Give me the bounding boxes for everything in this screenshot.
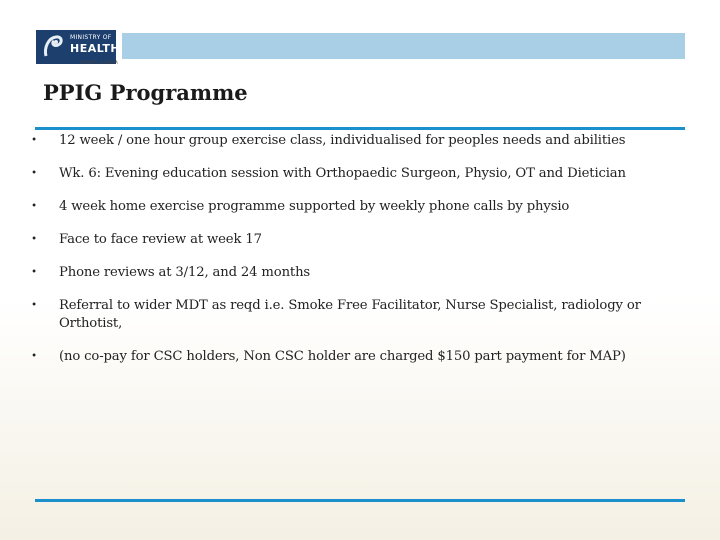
header-bar: [122, 33, 685, 59]
bullet-text: Phone reviews at 3/12, and 24 months: [59, 265, 311, 280]
bullet-item: [28, 231, 688, 249]
bullet-item: [28, 198, 688, 216]
bullet-icon: •: [31, 351, 37, 362]
ministry-of-health-logo: [36, 30, 121, 65]
bullet-item: [28, 264, 688, 282]
bullet-text: Referral to wider MDT as reqd i.e. Smoke Free Facilitator, Nurse Specialist, radiology or Orthotist,: [59, 298, 641, 331]
slide-title: PPIG Programme: [43, 80, 248, 105]
bullet-list: [28, 132, 688, 381]
bullet-item: [28, 165, 688, 183]
top-divider: [35, 127, 685, 130]
bullet-icon: •: [31, 234, 37, 245]
bullet-icon: •: [31, 201, 37, 212]
bullet-item: [28, 132, 688, 150]
bullet-icon: •: [31, 135, 37, 146]
bullet-item: [28, 297, 688, 333]
bullet-text: Face to face review at week 17: [59, 232, 262, 247]
bullet-text: (no co-pay for CSC holders, Non CSC holder are charged $150 part payment for MAP): [59, 349, 626, 364]
bottom-divider: [35, 499, 685, 502]
logo-text-ministry-of: MINISTRY OF: [70, 34, 112, 41]
bullet-text: 12 week / one hour group exercise class, individualised for peoples needs and abilities: [59, 133, 626, 148]
bullet-item: [28, 348, 688, 366]
bullet-text: 4 week home exercise programme supported by weekly phone calls by physio: [59, 199, 570, 214]
logo-subtext: MANATŪ HAUORA: [80, 60, 119, 65]
bullet-icon: •: [31, 267, 37, 278]
bullet-text: Wk. 6: Evening education session with Orthopaedic Surgeon, Physio, OT and Dietician: [59, 166, 626, 181]
bullet-icon: •: [31, 168, 37, 179]
bullet-icon: •: [31, 300, 37, 311]
logo-text-health: HEALTH: [70, 42, 121, 55]
koru-logo-icon: [42, 34, 64, 58]
